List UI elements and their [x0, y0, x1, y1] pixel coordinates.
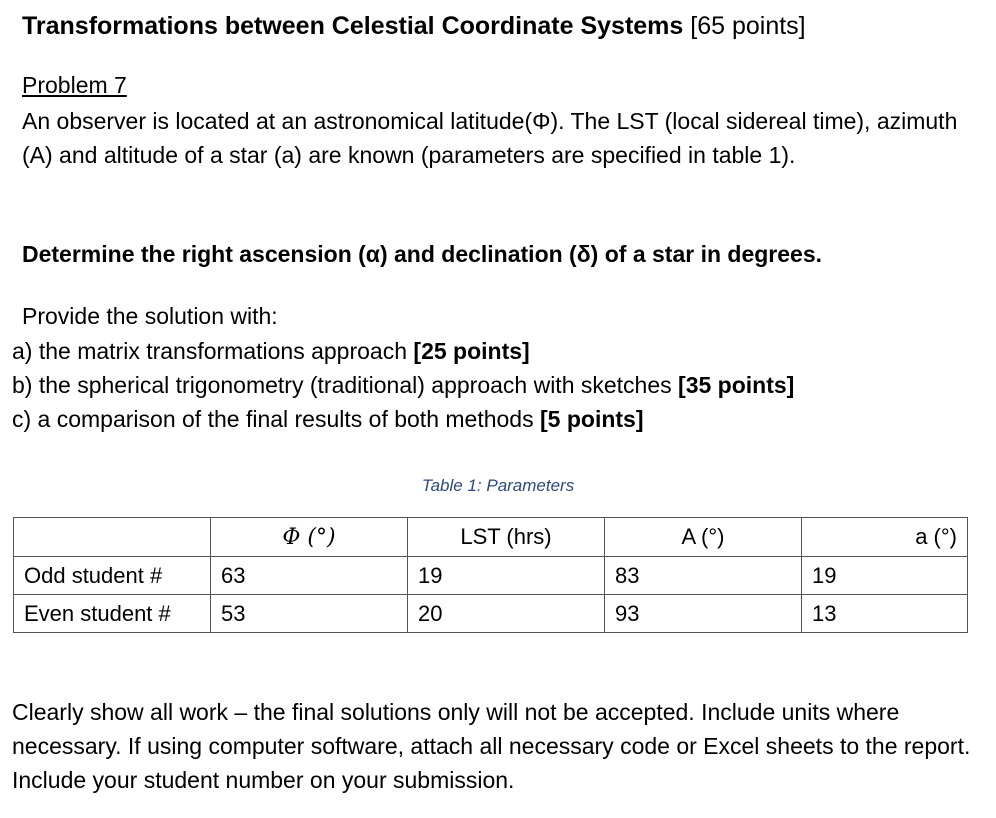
- header-cell-blank: [14, 518, 211, 557]
- header-cell-azimuth: A (°): [605, 518, 802, 557]
- parameters-table: [13, 517, 968, 633]
- item-text: a) the matrix transformations approach: [12, 338, 414, 364]
- solution-intro: Provide the solution with:: [22, 303, 278, 329]
- title-points: [65 points]: [690, 12, 806, 40]
- header-cell-lst: LST (hrs): [408, 518, 605, 557]
- item-text: b) the spherical trigonometry (traditional) approach with sketches: [12, 372, 679, 398]
- header-cell-latitude: [211, 518, 408, 557]
- item-text: c) a comparison of the final results of both methods: [12, 406, 540, 432]
- table-cell: 63: [211, 557, 408, 595]
- page-title: [22, 12, 806, 41]
- table-cell: 20: [408, 595, 605, 633]
- determine-statement: Determine the right ascension (α) and declination (δ) of a star in degrees.: [22, 241, 823, 267]
- item-points: [35 points]: [678, 372, 795, 398]
- table-cell: 83: [605, 557, 802, 595]
- table-header-row: [14, 518, 968, 557]
- table-row: [14, 595, 968, 633]
- item-points: [25 points]: [413, 338, 530, 364]
- table-cell: 93: [605, 595, 802, 633]
- table-cell: Even student #: [14, 595, 211, 633]
- problem-label: Problem 7: [22, 72, 127, 98]
- header-cell-altitude: a (°): [802, 518, 968, 557]
- problem-paragraph: An observer is located at an astronomical latitude(Φ). The LST (local sidereal time), azimuth (A) and altitude of a star (a) are known (parameters are specified in table 1).: [22, 108, 958, 168]
- table-cell: 13: [802, 595, 968, 633]
- header-text: Φ (°): [282, 525, 336, 550]
- solution-item-a: [12, 338, 530, 365]
- title-text: Transformations between Celestial Coordinate Systems: [22, 12, 684, 40]
- item-points: [5 points]: [540, 406, 644, 432]
- table-cell: 53: [211, 595, 408, 633]
- table-cell: Odd student #: [14, 557, 211, 595]
- solution-item-c: [12, 406, 644, 433]
- table-cell: 19: [802, 557, 968, 595]
- closing-instructions: Clearly show all work – the final solutions only will not be accepted. Include units where necessary. If using computer software, attach all necessary code or Excel sheets to the report. Include your student number on your submission.: [12, 699, 971, 793]
- table-row: [14, 557, 968, 595]
- table-caption: Table 1: Parameters: [421, 476, 575, 495]
- solution-item-b: [12, 372, 794, 399]
- table-cell: 19: [408, 557, 605, 595]
